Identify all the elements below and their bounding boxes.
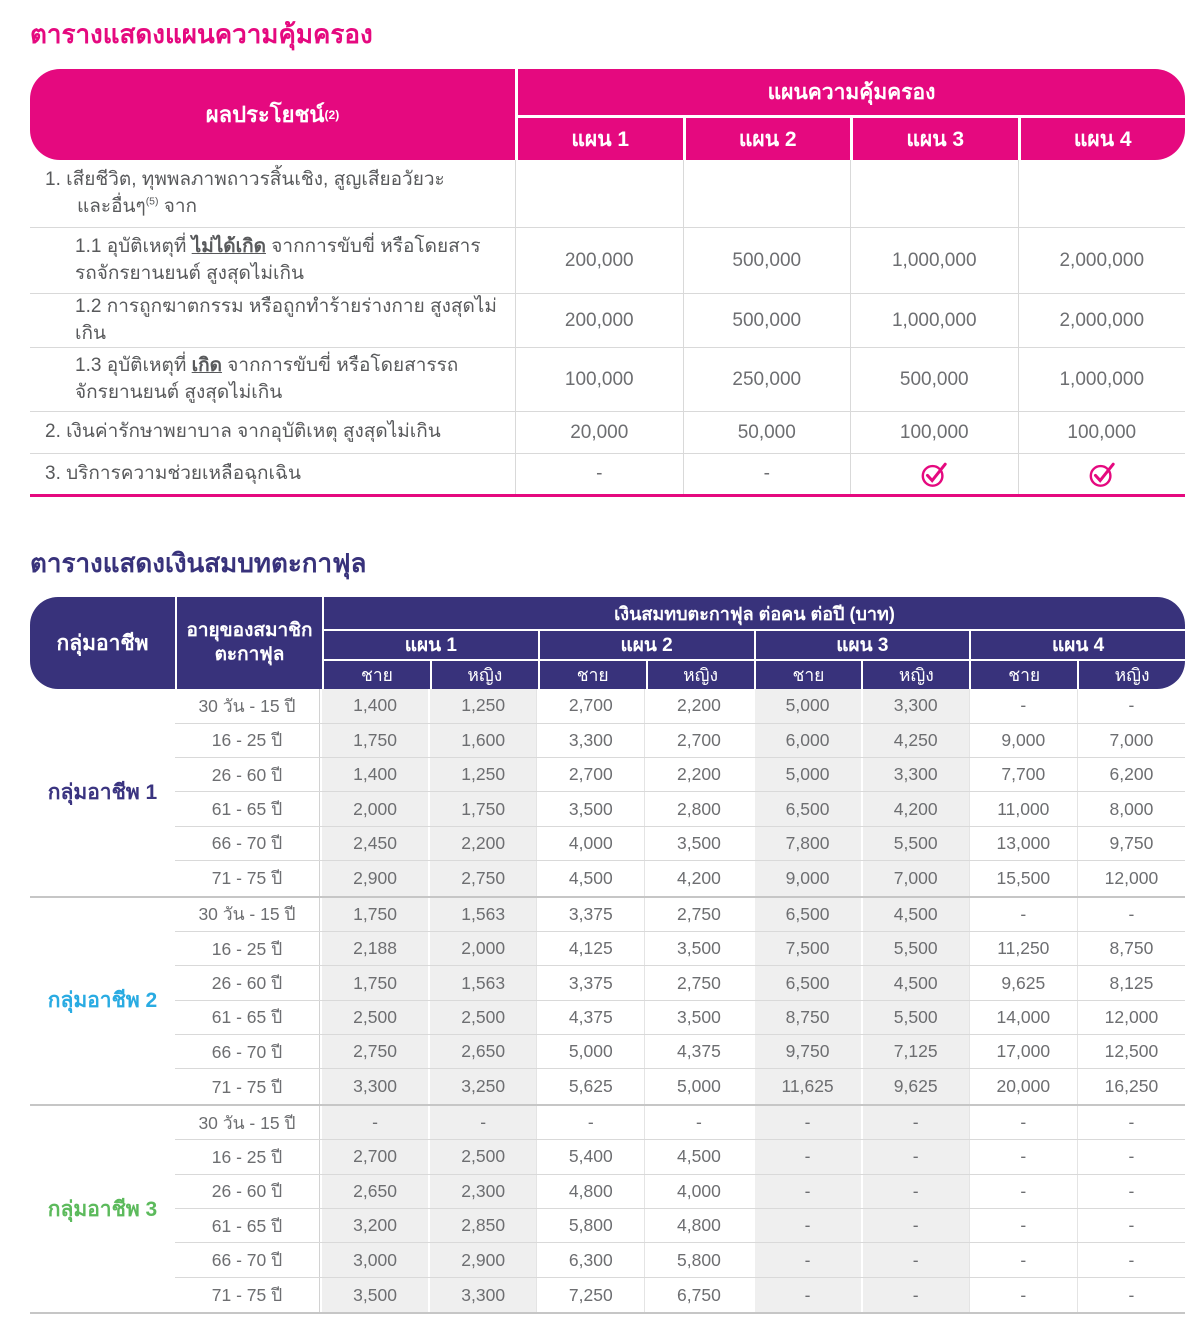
table1-plan-header-1: แผน 1 — [518, 118, 683, 160]
contribution-value: 2,200 — [644, 758, 752, 791]
benefit-value: 2,000,000 — [1018, 294, 1186, 347]
contribution-row — [175, 792, 1185, 826]
contribution-value: 4,500 — [861, 966, 969, 999]
contribution-value: 2,750 — [644, 966, 752, 999]
contribution-value: 2,900 — [428, 1243, 536, 1276]
contribution-value: 4,000 — [536, 827, 644, 860]
benefit-value: 500,000 — [850, 348, 1018, 411]
contribution-row — [175, 1175, 1185, 1209]
benefit-label: 2. เงินค่ารักษาพยาบาล จากอุบัติเหตุ สูงสุดไม่เกิน — [45, 421, 441, 443]
contribution-value: 8,125 — [1077, 966, 1185, 999]
benefit-value — [515, 160, 683, 227]
contribution-value: 1,250 — [428, 758, 536, 791]
contribution-value: 2,500 — [320, 1001, 428, 1034]
contribution-value: - — [1077, 1278, 1185, 1312]
contribution-value: 1,563 — [428, 966, 536, 999]
contribution-value: 3,250 — [428, 1069, 536, 1103]
contribution-value: 1,750 — [320, 724, 428, 757]
contribution-value: 5,800 — [644, 1243, 752, 1276]
age-band: 16 - 25 ปี — [175, 724, 320, 757]
contribution-value: 7,000 — [1077, 724, 1185, 757]
contribution-value: 3,500 — [320, 1278, 428, 1312]
contribution-value: 6,200 — [1077, 758, 1185, 791]
occupation-group-label: กลุ่มอาชีพ 3 — [47, 1197, 158, 1221]
contribution-value: 4,500 — [644, 1140, 752, 1173]
contribution-value: 3,500 — [536, 792, 644, 825]
contribution-row — [175, 898, 1185, 932]
benefit-value: - — [683, 454, 851, 494]
contribution-value: 8,750 — [1077, 932, 1185, 965]
contribution-value: 5,400 — [536, 1140, 644, 1173]
contribution-value: 7,500 — [753, 932, 861, 965]
contribution-value: 3,300 — [861, 689, 969, 722]
contribution-value: - — [644, 1106, 752, 1139]
contribution-value: - — [861, 1243, 969, 1276]
age-band: 71 - 75 ปี — [175, 1069, 320, 1103]
contribution-value: 3,200 — [320, 1209, 428, 1242]
contribution-value: 4,800 — [536, 1175, 644, 1208]
contribution-value: 1,250 — [428, 689, 536, 722]
benefit-label: 1. เสียชีวิต, ทุพพลภาพถาวรสิ้นเชิง, สูญเสียอวัยวะ และอื่นๆ$^{(5)}$ จาก — [45, 168, 445, 217]
contribution-row — [175, 966, 1185, 1000]
contribution-value: 3,000 — [320, 1243, 428, 1276]
contribution-value: - — [753, 1106, 861, 1139]
contribution-value: 12,000 — [1077, 861, 1185, 895]
contribution-value: 11,625 — [753, 1069, 861, 1103]
contribution-value: - — [969, 1209, 1077, 1242]
age-band: 61 - 65 ปี — [175, 792, 320, 825]
contribution-value: 2,650 — [428, 1035, 536, 1068]
table2-plan-header-4: แผน 4 — [971, 631, 1185, 659]
contribution-value: 15,500 — [969, 861, 1077, 895]
contribution-value: 2,200 — [644, 689, 752, 722]
occupation-group-3 — [30, 1106, 1185, 1314]
benefit-value: 500,000 — [683, 228, 851, 293]
contribution-row — [175, 1069, 1185, 1103]
check-cell — [850, 454, 1018, 494]
contribution-value: 4,375 — [644, 1035, 752, 1068]
contribution-value: - — [1077, 898, 1185, 931]
table1-row — [30, 160, 1185, 228]
contribution-value: 9,625 — [861, 1069, 969, 1103]
contribution-value: 7,800 — [753, 827, 861, 860]
benefit-cell — [30, 454, 515, 494]
contribution-value: 1,400 — [320, 758, 428, 791]
contribution-value: 1,400 — [320, 689, 428, 722]
table2-occupation-group-header: กลุ่มอาชีพ — [30, 597, 175, 689]
benefit-label: 1.1 อุบัติเหตุที่ ไม่ได้เกิด จากการขับขี่ หรือโดยสาร รถจักรยานยนต์ สูงสุดไม่เกิน — [75, 235, 481, 284]
benefit-value: 200,000 — [515, 228, 683, 293]
table1-row — [30, 294, 1185, 348]
benefit-value: 50,000 — [683, 412, 851, 453]
table1-plan-header-3: แผน 3 — [853, 118, 1018, 160]
contribution-row — [175, 1243, 1185, 1277]
contribution-value: 1,750 — [320, 898, 428, 931]
contribution-value: - — [753, 1140, 861, 1173]
contribution-value: 2,900 — [320, 861, 428, 895]
contribution-value: - — [753, 1278, 861, 1312]
contribution-value: - — [1077, 1175, 1185, 1208]
emphasized-text: ไม่ได้เกิด — [191, 235, 266, 257]
contribution-row — [175, 1209, 1185, 1243]
contribution-value: 12,500 — [1077, 1035, 1185, 1068]
table2-gender-header: ชาย — [324, 661, 430, 689]
benefit-header-footnote: (2) — [324, 107, 340, 122]
contribution-value: 2,188 — [320, 932, 428, 965]
contribution-value: 2,300 — [428, 1175, 536, 1208]
contribution-value: - — [969, 1278, 1077, 1312]
age-band: 66 - 70 ปี — [175, 827, 320, 860]
contribution-value: 4,500 — [861, 898, 969, 931]
table2-gender-header: ชาย — [540, 661, 646, 689]
table2-gender-header: หญิง — [432, 661, 538, 689]
table1-row — [30, 412, 1185, 454]
contribution-value: - — [861, 1209, 969, 1242]
benefit-value — [850, 160, 1018, 227]
contribution-value: 9,750 — [753, 1035, 861, 1068]
contribution-value: 6,500 — [753, 792, 861, 825]
contribution-value: 4,800 — [644, 1209, 752, 1242]
contribution-value: - — [969, 1243, 1077, 1276]
table1-row — [30, 454, 1185, 494]
contribution-value: - — [753, 1175, 861, 1208]
contribution-value: 5,000 — [753, 689, 861, 722]
contribution-value: - — [1077, 689, 1185, 722]
occupation-group-2 — [30, 898, 1185, 1106]
contribution-value: - — [861, 1278, 969, 1312]
contribution-value: 6,300 — [536, 1243, 644, 1276]
contribution-value: 3,300 — [861, 758, 969, 791]
contribution-value: - — [753, 1209, 861, 1242]
benefit-value — [683, 160, 851, 227]
contribution-value: 9,625 — [969, 966, 1077, 999]
occupation-group-rows — [175, 689, 1185, 895]
contribution-value: - — [969, 689, 1077, 722]
contribution-value: - — [1077, 1140, 1185, 1173]
contribution-value: - — [1077, 1209, 1185, 1242]
contribution-value: 5,500 — [861, 932, 969, 965]
benefit-value: 200,000 — [515, 294, 683, 347]
contribution-value: 17,000 — [969, 1035, 1077, 1068]
contribution-value: 2,650 — [320, 1175, 428, 1208]
contribution-value: 14,000 — [969, 1001, 1077, 1034]
age-band: 71 - 75 ปี — [175, 861, 320, 895]
occupation-group-label: กลุ่มอาชีพ 2 — [47, 989, 158, 1013]
benefit-cell — [30, 412, 515, 453]
age-band: 61 - 65 ปี — [175, 1001, 320, 1034]
contribution-value: 1,750 — [320, 966, 428, 999]
contribution-value: - — [861, 1106, 969, 1139]
contribution-value: 6,750 — [644, 1278, 752, 1312]
contribution-value: 6,500 — [753, 966, 861, 999]
age-band: 71 - 75 ปี — [175, 1278, 320, 1312]
age-band: 66 - 70 ปี — [175, 1035, 320, 1068]
contribution-value: 9,750 — [1077, 827, 1185, 860]
contribution-value: - — [753, 1243, 861, 1276]
contribution-value: 7,125 — [861, 1035, 969, 1068]
age-band: 61 - 65 ปี — [175, 1209, 320, 1242]
benefit-label: 1.3 อุบัติเหตุที่ เกิด จากการขับขี่ หรือโดยสารรถจักรยานยนต์ สูงสุดไม่เกิน — [75, 355, 459, 403]
table2-title: ตารางแสดงเงินสมบทตะกาฟุล — [30, 548, 367, 579]
contribution-value: 2,450 — [320, 827, 428, 860]
contribution-value: - — [969, 898, 1077, 931]
table1-plan-header-4: แผน 4 — [1021, 118, 1186, 160]
table2-gender-header: ชาย — [756, 661, 862, 689]
benefit-value: 2,000,000 — [1018, 228, 1186, 293]
contribution-value: - — [320, 1106, 428, 1139]
contribution-value: 7,700 — [969, 758, 1077, 791]
table1-benefit-header — [30, 69, 515, 160]
contribution-value: 4,000 — [644, 1175, 752, 1208]
contribution-value: 3,500 — [644, 932, 752, 965]
table2-header — [30, 597, 1185, 689]
contribution-value: - — [1077, 1106, 1185, 1139]
contribution-value: - — [1077, 1243, 1185, 1276]
contribution-value: 1,600 — [428, 724, 536, 757]
benefit-value: 250,000 — [683, 348, 851, 411]
contribution-value: 2,750 — [320, 1035, 428, 1068]
benefit-value — [1018, 160, 1186, 227]
contribution-value: 13,000 — [969, 827, 1077, 860]
age-band: 30 วัน - 15 ปี — [175, 689, 320, 722]
benefit-label: 1.2 การถูกฆาตกรรม หรือถูกทำร้ายร่างกาย สูงสุดไม่เกิน — [75, 296, 497, 344]
contribution-value: 2,800 — [644, 792, 752, 825]
age-band: 26 - 60 ปี — [175, 1175, 320, 1208]
benefit-label: 3. บริการความช่วยเหลือฉุกเฉิน — [45, 462, 301, 484]
table2-gender-header: หญิง — [648, 661, 754, 689]
benefit-value: - — [515, 454, 683, 494]
contribution-value: 2,500 — [428, 1140, 536, 1173]
table2-contribution-span-header: เงินสมทบตะกาฟุล ต่อคน ต่อปี (บาท) — [324, 597, 1185, 629]
contribution-value: 20,000 — [969, 1069, 1077, 1103]
contribution-value: 2,750 — [428, 861, 536, 895]
contribution-value: 5,500 — [861, 827, 969, 860]
table2-plan-header-2: แผน 2 — [540, 631, 754, 659]
contribution-value: 7,250 — [536, 1278, 644, 1312]
benefit-cell — [30, 294, 515, 347]
contribution-value: 2,000 — [320, 792, 428, 825]
contribution-value: 4,375 — [536, 1001, 644, 1034]
contribution-value: 3,500 — [644, 827, 752, 860]
member-age-header-line2: ตะกาฟุล — [214, 644, 285, 666]
member-age-header-line1: อายุของสมาชิก — [186, 619, 313, 641]
contribution-value: 5,800 — [536, 1209, 644, 1242]
emphasized-text: เกิด — [191, 355, 223, 377]
table1-plan-header-2: แผน 2 — [686, 118, 851, 160]
benefit-value: 100,000 — [850, 412, 1018, 453]
age-band: 66 - 70 ปี — [175, 1243, 320, 1276]
check-icon — [920, 460, 948, 488]
contribution-value: 4,500 — [536, 861, 644, 895]
contribution-value: - — [969, 1140, 1077, 1173]
contribution-value: 12,000 — [1077, 1001, 1185, 1034]
contribution-row — [175, 861, 1185, 895]
contribution-value: 3,300 — [320, 1069, 428, 1103]
contribution-value: 4,200 — [644, 861, 752, 895]
contribution-value: 2,850 — [428, 1209, 536, 1242]
contribution-value: 4,250 — [861, 724, 969, 757]
contribution-value: 3,375 — [536, 898, 644, 931]
contribution-value: 7,000 — [861, 861, 969, 895]
contribution-row — [175, 724, 1185, 758]
age-band: 30 วัน - 15 ปี — [175, 898, 320, 931]
contribution-value: - — [861, 1140, 969, 1173]
contribution-row — [175, 1278, 1185, 1312]
contribution-value: - — [428, 1106, 536, 1139]
benefit-value: 100,000 — [1018, 412, 1186, 453]
contribution-value: - — [969, 1106, 1077, 1139]
occupation-group-rows — [175, 898, 1185, 1104]
contribution-value: 11,000 — [969, 792, 1077, 825]
footnote-marker: (5) — [145, 196, 159, 208]
contribution-value: 2,700 — [536, 689, 644, 722]
contribution-value: - — [861, 1175, 969, 1208]
table2-gender-header: ชาย — [971, 661, 1077, 689]
table2-plan-header-3: แผน 3 — [756, 631, 970, 659]
contribution-value: - — [536, 1106, 644, 1139]
contribution-row — [175, 689, 1185, 723]
occupation-group-rows — [175, 1106, 1185, 1312]
contribution-value: 6,500 — [753, 898, 861, 931]
contribution-value: 1,563 — [428, 898, 536, 931]
contribution-value: 5,000 — [753, 758, 861, 791]
age-band: 16 - 25 ปี — [175, 932, 320, 965]
contribution-value: 5,625 — [536, 1069, 644, 1103]
occupation-group-label: กลุ่มอาชีพ 1 — [47, 780, 158, 804]
contribution-value: 2,200 — [428, 827, 536, 860]
contribution-value: - — [969, 1175, 1077, 1208]
table1-row — [30, 228, 1185, 294]
contribution-value: 9,000 — [753, 861, 861, 895]
age-band: 26 - 60 ปี — [175, 966, 320, 999]
age-band: 26 - 60 ปี — [175, 758, 320, 791]
contribution-value: 3,375 — [536, 966, 644, 999]
table1-body — [30, 160, 1185, 497]
contribution-value: 2,500 — [428, 1001, 536, 1034]
contribution-row — [175, 1140, 1185, 1174]
table2-body — [30, 689, 1185, 1314]
contribution-value: 8,000 — [1077, 792, 1185, 825]
table1-plans-group-header: แผนความคุ้มครอง — [518, 69, 1185, 115]
contribution-row — [175, 758, 1185, 792]
contribution-value: 11,250 — [969, 932, 1077, 965]
table1-row — [30, 348, 1185, 412]
contribution-value: 3,500 — [644, 1001, 752, 1034]
contribution-value: 5,000 — [536, 1035, 644, 1068]
table2-plan-header-1: แผน 1 — [324, 631, 538, 659]
benefit-cell — [30, 348, 515, 411]
age-band: 30 วัน - 15 ปี — [175, 1106, 320, 1139]
contribution-value: 2,750 — [644, 898, 752, 931]
contribution-value: 3,300 — [428, 1278, 536, 1312]
table2-member-age-header — [177, 597, 322, 689]
check-cell — [1018, 454, 1186, 494]
contribution-row — [175, 1106, 1185, 1140]
contribution-value: 2,000 — [428, 932, 536, 965]
contribution-value: 1,750 — [428, 792, 536, 825]
benefit-value: 500,000 — [683, 294, 851, 347]
benefit-value: 1,000,000 — [1018, 348, 1186, 411]
contribution-value: 2,700 — [536, 758, 644, 791]
member-age-header-text — [186, 619, 312, 668]
contribution-value: 4,125 — [536, 932, 644, 965]
table1-header — [30, 69, 1185, 160]
benefit-header-label: ผลประโยชน์ — [205, 102, 325, 127]
benefit-value: 1,000,000 — [850, 294, 1018, 347]
contribution-row — [175, 827, 1185, 861]
table2-gender-header: หญิง — [1079, 661, 1185, 689]
benefit-value: 100,000 — [515, 348, 683, 411]
contribution-value: 5,000 — [644, 1069, 752, 1103]
table1-title: ตารางแสดงแผนความคุ้มครอง — [30, 19, 373, 49]
benefit-value: 1,000,000 — [850, 228, 1018, 293]
contribution-value: 9,000 — [969, 724, 1077, 757]
contribution-row — [175, 1035, 1185, 1069]
age-band: 16 - 25 ปี — [175, 1140, 320, 1173]
contribution-row — [175, 932, 1185, 966]
contribution-value: 16,250 — [1077, 1069, 1185, 1103]
contribution-value: 2,700 — [644, 724, 752, 757]
contribution-value: 5,500 — [861, 1001, 969, 1034]
occupation-group-1 — [30, 689, 1185, 897]
benefit-cell — [30, 228, 515, 293]
table2-gender-header: หญิง — [863, 661, 969, 689]
contribution-value: 3,300 — [536, 724, 644, 757]
contribution-value: 6,000 — [753, 724, 861, 757]
benefit-cell — [30, 160, 515, 227]
contribution-value: 2,700 — [320, 1140, 428, 1173]
contribution-value: 4,200 — [861, 792, 969, 825]
contribution-row — [175, 1001, 1185, 1035]
benefit-value: 20,000 — [515, 412, 683, 453]
contribution-value: 8,750 — [753, 1001, 861, 1034]
check-icon — [1088, 460, 1116, 488]
